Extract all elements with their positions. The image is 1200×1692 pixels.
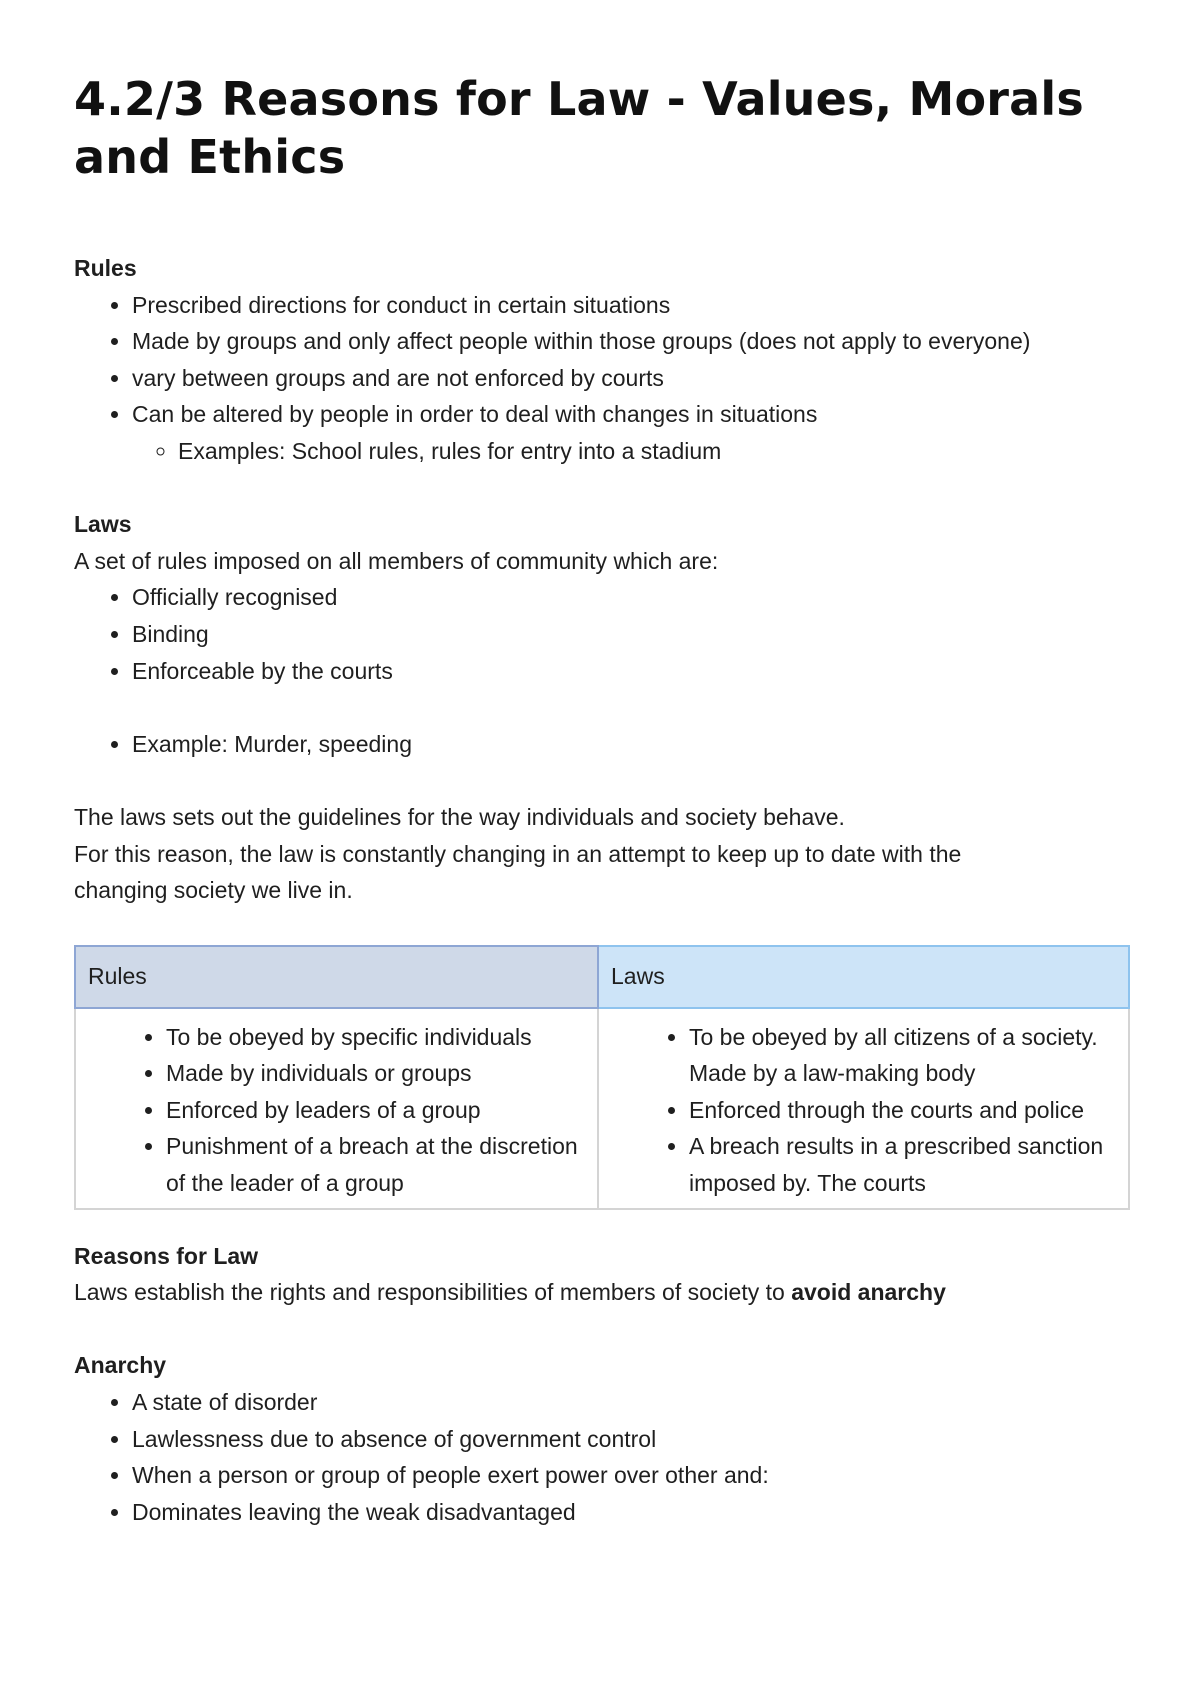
laws-heading: Laws <box>74 511 132 538</box>
table-cell-laws <box>598 1008 1129 1209</box>
list-item: • Lawlessness due to absence of government control <box>132 1421 1134 1458</box>
rules-vs-laws-table <box>74 945 1130 1210</box>
list-item-text: Can be altered by people in order to deal with changes in situations <box>132 401 818 428</box>
reasons-text-bold: avoid anarchy <box>791 1279 946 1306</box>
list-item: • Made by individuals or groups <box>166 1055 587 1092</box>
rules-sub-list <box>132 433 1134 470</box>
laws-cell-list <box>609 1019 1118 1202</box>
list-item: • Enforced by leaders of a group <box>166 1092 587 1129</box>
laws-intro: A set of rules imposed on all members of community which are: <box>74 547 719 574</box>
list-item: • A breach results in a prescribed sanction imposed by. The courts <box>689 1128 1118 1201</box>
table-row <box>75 1008 1129 1209</box>
list-item: • Prescribed directions for conduct in certain situations <box>132 287 1134 324</box>
list-item: • Enforced through the courts and police <box>689 1092 1118 1129</box>
list-item: • A state of disorder <box>132 1384 1134 1421</box>
table-header-row <box>75 946 1129 1008</box>
sub-list-item: ◦ Examples: School rules, rules for entry into a stadium <box>178 433 1134 470</box>
list-item: • Example: Murder, speeding <box>132 726 1134 763</box>
anarchy-heading: Anarchy <box>74 1352 167 1379</box>
list-item: • Binding <box>132 616 1134 653</box>
list-item: • Enforceable by the courts <box>132 653 1134 690</box>
list-item: • vary between groups and are not enforced by courts <box>132 360 1134 397</box>
table-cell-rules <box>75 1008 598 1209</box>
laws-list <box>74 579 1134 689</box>
anarchy-list <box>74 1384 1134 1530</box>
list-item: • When a person or group of people exert power over other and: <box>132 1457 1134 1494</box>
paragraph-line-2: For this reason, the law is constantly changing in an attempt to keep up to date with the changing society we live in. <box>74 840 962 904</box>
document-page <box>74 70 1134 1530</box>
rules-cell-list <box>86 1019 587 1202</box>
list-item: • Made by groups and only affect people within those groups (does not apply to everyone) <box>132 323 1134 360</box>
paragraph-line-1: The laws sets out the guidelines for the way individuals and society behave. <box>74 803 845 830</box>
laws-example-list <box>74 726 1134 763</box>
list-item: • Dominates leaving the weak disadvantaged <box>132 1494 1134 1531</box>
list-item: • Officially recognised <box>132 579 1134 616</box>
list-item: • To be obeyed by specific individuals <box>166 1019 587 1056</box>
list-item: • To be obeyed by all citizens of a society. Made by a law-making body <box>689 1019 1118 1092</box>
list-item: • Punishment of a breach at the discretion of the leader of a group <box>166 1128 587 1201</box>
list-item <box>132 396 1134 469</box>
table-header-laws: Laws <box>598 946 1129 1008</box>
rules-list <box>74 287 1134 470</box>
table-header-rules: Rules <box>75 946 598 1008</box>
reasons-text-plain: Laws establish the rights and responsibilities of members of society to <box>74 1279 792 1306</box>
rules-heading: Rules <box>74 255 137 281</box>
reasons-heading: Reasons for Law <box>74 1242 259 1269</box>
reasons-text <box>74 1274 1134 1311</box>
page-title: 4.2/3 Reasons for Law - Values, Morals and Ethics <box>74 72 1084 184</box>
